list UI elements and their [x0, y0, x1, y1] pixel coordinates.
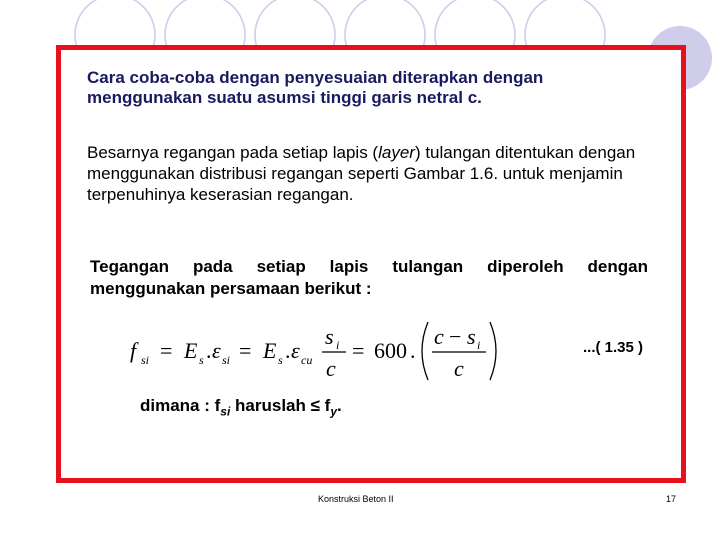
eq-dot-2: . [285, 338, 291, 363]
condition-sub-y: y [330, 404, 338, 419]
footer-title: Konstruksi Beton II [318, 494, 394, 504]
eq-dot-1: . [206, 338, 212, 363]
eq-sub-si-2: si [222, 353, 231, 367]
page-number: 17 [666, 494, 677, 504]
paragraph-strain-italic: layer [378, 143, 415, 162]
eq-sub-si-1: si [141, 353, 150, 367]
condition-sub-si: si [220, 404, 231, 419]
paragraph-strain-text-2: ) tulangan ditentukan dengan menggunakan distribusi regangan seperti Gambar 1.6. untuk menjamin terpenuhinya keserasian regangan. [87, 143, 636, 204]
eq-frac1-num-s: s [325, 324, 334, 349]
eq-equals-3: = [352, 338, 365, 363]
eq-sub-s-2: s [278, 353, 283, 367]
paragraph-strain-text-1: Besarnya regangan pada setiap lapis ( [87, 143, 379, 162]
paragraph-strain [87, 142, 647, 205]
condition-middle: haruslah ≤ f [230, 396, 331, 415]
equation-1-35 [122, 316, 502, 386]
eq-E-2: E [263, 338, 277, 363]
eq-eps-2: ε [291, 338, 300, 363]
equation-number: ...( 1.35 ) [583, 339, 644, 356]
eq-frac2-den: c [454, 356, 464, 381]
eq-dot-3: . [410, 338, 416, 363]
eq-equals-2: = [239, 338, 252, 363]
eq-frac2-num-c: c [434, 324, 444, 349]
eq-frac1-num-i: i [336, 338, 340, 352]
eq-sub-s-1: s [199, 353, 204, 367]
condition-end: . [337, 396, 342, 415]
eq-E-1: E [184, 338, 198, 363]
condition-text [140, 396, 342, 418]
eq-f: f [130, 338, 137, 363]
eq-frac2-num-i: i [477, 338, 481, 352]
eq-600: 600 [374, 338, 407, 363]
eq-frac1-den: c [326, 356, 336, 381]
paragraph-method-text: Cara coba-coba dengan penyesuaian diterapkan dengan menggunakan suatu asumsi tinggi garis netral c. [87, 68, 544, 107]
paragraph-stress [90, 256, 648, 300]
eq-right-paren [490, 322, 496, 380]
paragraph-stress-line2: menggunakan persamaan berikut : [90, 279, 372, 298]
eq-frac2-minus: − [449, 324, 462, 349]
condition-prefix: dimana : f [140, 396, 221, 415]
paragraph-method [87, 68, 657, 108]
eq-frac2-num-s: s [467, 324, 476, 349]
paragraph-stress-line1: Tegangan pada setiap lapis tulangan diperoleh dengan [90, 257, 648, 276]
eq-eps-1: ε [212, 338, 221, 363]
eq-left-paren [422, 322, 428, 380]
eq-sub-cu: cu [301, 353, 313, 367]
eq-equals-1: = [160, 338, 173, 363]
